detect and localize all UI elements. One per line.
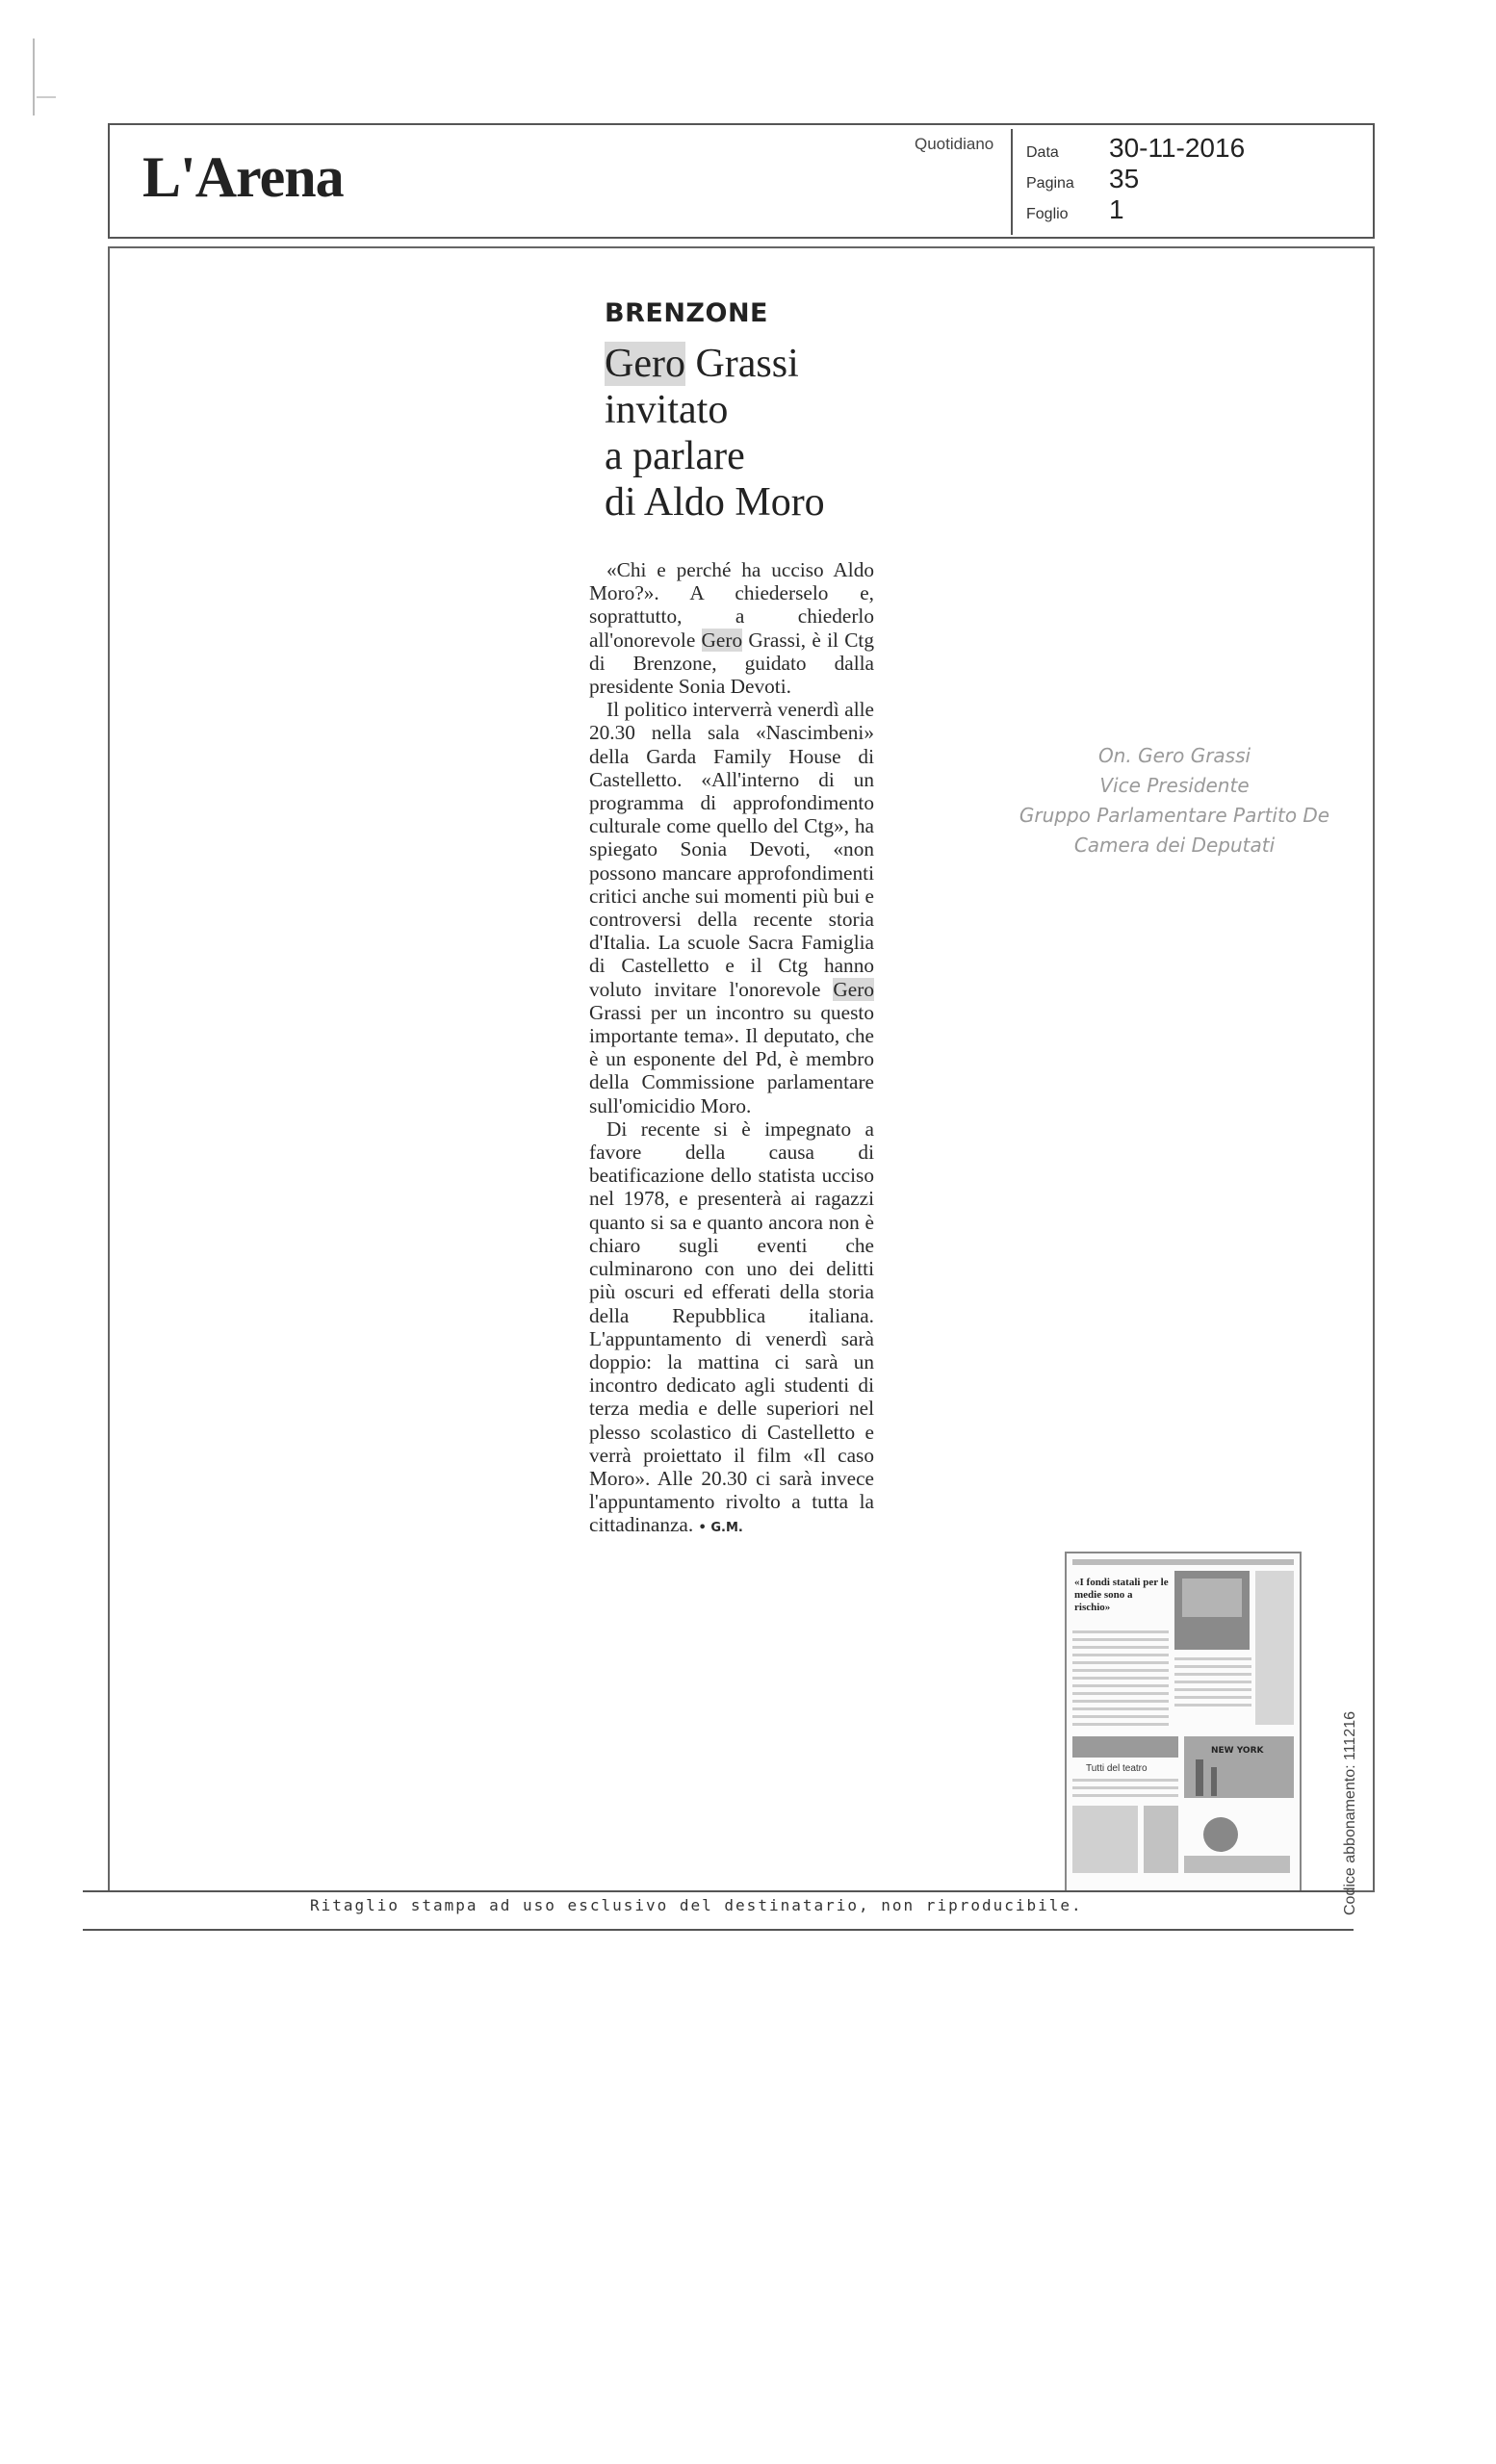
meta-data-row bbox=[1026, 133, 1245, 164]
thumbnail-city-label: NEW YORK bbox=[1211, 1746, 1264, 1756]
publication-type: Quotidiano bbox=[915, 135, 994, 153]
page-thumbnail bbox=[1065, 1552, 1302, 1892]
headline-line-2: invitato bbox=[605, 388, 729, 432]
headline-line-1 bbox=[605, 341, 922, 387]
headline-line-3: a parlare bbox=[605, 434, 745, 478]
footer-notice: Ritaglio stampa ad uso esclusivo del destinatario, non riproducibile. bbox=[310, 1896, 1083, 1914]
paragraph-2-text-a: Il politico interverrà venerdì alle 20.30 nella sala «Nascimbeni» della Garda Family House di Castelletto. «All'interno di un programma di approfondimento culturale come quello del Ctg», ha spiegato Sonia Devoti, «non possono mancare approfondimenti critici anche sui momenti più bui e controversi della recente storia d'Italia. La scuole Sacra Famiglia di Castelletto e il Ctg hanno voluto invitare l'onorevole bbox=[589, 698, 874, 1001]
pagina-value: 35 bbox=[1109, 164, 1140, 193]
headline-line-4: di Aldo Moro bbox=[605, 480, 825, 525]
paragraph-1-highlight: Gero bbox=[701, 628, 743, 652]
article-body bbox=[589, 558, 874, 1541]
data-value: 30-11-2016 bbox=[1109, 133, 1246, 163]
paragraph-1-text-a: «Chi e perché ha ucciso Aldo Moro?». A chiederselo e, soprattutto, a chiederlo all'onorevole bbox=[589, 558, 874, 652]
stamp-line-2: Vice Presidente bbox=[1099, 774, 1250, 797]
paragraph-3 bbox=[589, 1117, 874, 1541]
footer-rule-top bbox=[83, 1890, 1354, 1892]
paragraph-2 bbox=[589, 698, 874, 1117]
stamp-line-1: On. Gero Grassi bbox=[1097, 744, 1251, 767]
paragraph-1-text-b: Grassi, è il Ctg di Brenzone, guidato dalla presidente Sonia Devoti. bbox=[589, 628, 874, 699]
article-kicker: BRENZONE bbox=[605, 298, 768, 328]
scan-mark bbox=[33, 38, 35, 116]
article-headline bbox=[605, 341, 922, 526]
headline-highlight: Gero bbox=[605, 342, 685, 386]
subscription-code: Codice abbonamento: 111216 bbox=[1342, 1710, 1358, 1915]
meta-pagina-row bbox=[1026, 164, 1139, 194]
headline-line-1-rest: Grassi bbox=[684, 342, 799, 386]
foglio-label: Foglio bbox=[1026, 206, 1069, 222]
paragraph-2-highlight: Gero bbox=[833, 977, 874, 1001]
paragraph-2-text-b: Grassi per un incontro su questo importante tema». Il deputato, che è un esponente del Pd, è membro della Commissione parlamentare sull'omicidio Moro. bbox=[589, 1000, 874, 1117]
foglio-value: 1 bbox=[1109, 194, 1124, 224]
pagina-label: Pagina bbox=[1026, 175, 1074, 192]
paragraph-1 bbox=[589, 558, 874, 698]
article-byline: • G.M. bbox=[698, 1521, 743, 1536]
footer-rule-bottom bbox=[83, 1929, 1354, 1931]
data-label: Data bbox=[1026, 144, 1059, 161]
newspaper-logo: L'Arena bbox=[142, 145, 344, 209]
office-stamp bbox=[1011, 741, 1338, 860]
thumbnail-section-label: Tutti del teatro bbox=[1086, 1763, 1148, 1774]
scan-mark-dot bbox=[37, 96, 56, 98]
stamp-line-3: Gruppo Parlamentare Partito De bbox=[1019, 804, 1330, 827]
stamp-line-4: Camera dei Deputati bbox=[1073, 834, 1276, 857]
meta-foglio-row bbox=[1026, 194, 1124, 225]
paragraph-3-text: Di recente si è impegnato a favore della causa di beatificazione dello statista ucciso nel 1978, e presenterà ai ragazzi quanto si sa e quanto ancora non è chiaro sugli eventi che culminarono con uno dei delitti più oscuri ed efferati della storia della Repubblica italiana. L'appuntamento di venerdì sarà doppio: la mattina ci sarà un incontro dedicato agli studenti di terza media e delle superiori nel plesso scolastico di Castelletto e verrà proiettato il film «Il caso Moro». Alle 20.30 ci sarà invece l'appuntamento rivolto a tutta la cittadinanza. bbox=[589, 1116, 874, 1537]
thumbnail-headline: «I fondi statali per le medie sono a rischio» bbox=[1074, 1577, 1169, 1613]
